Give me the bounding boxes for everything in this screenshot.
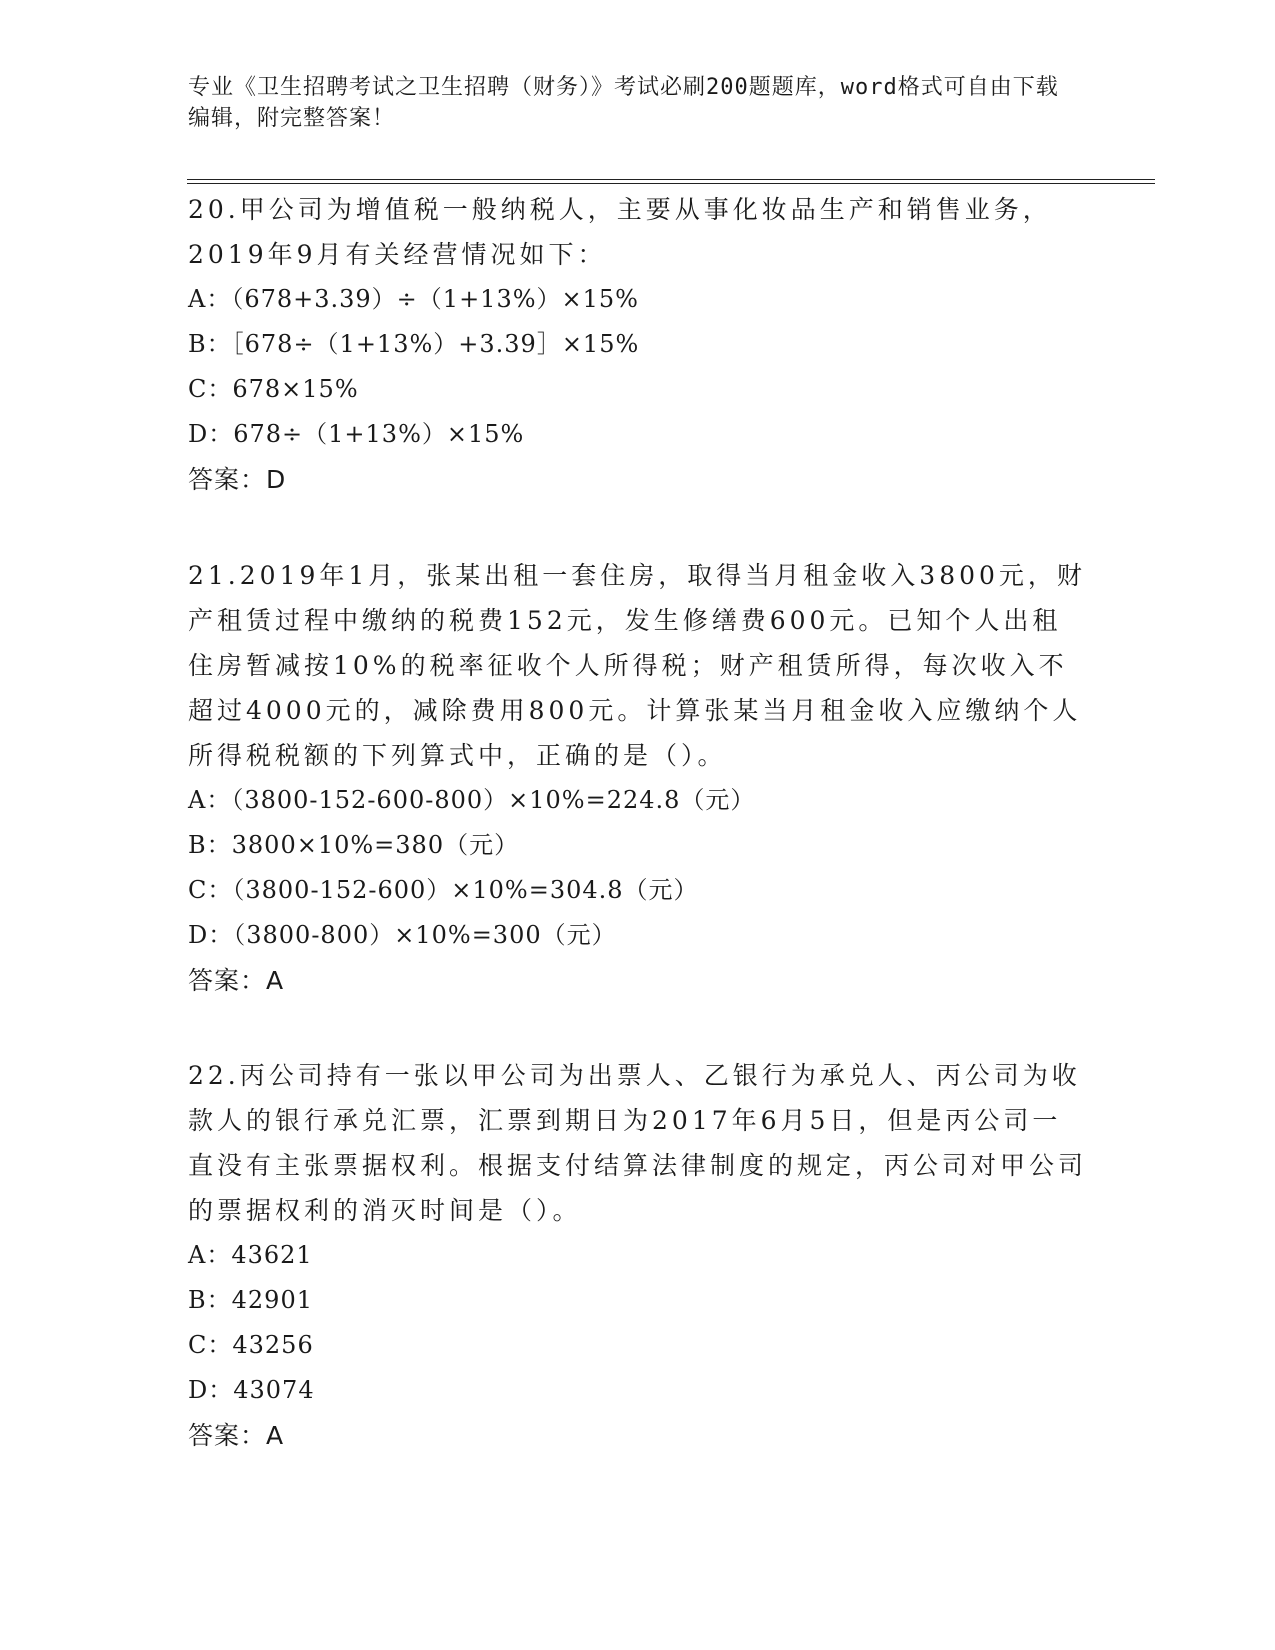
option-b: B：42901	[188, 1286, 313, 1314]
question-20	[188, 187, 1088, 502]
option-a: A：（3800-152-600-800）×10%=224.8（元）	[188, 786, 756, 814]
header-divider-bottom	[187, 183, 1155, 184]
option-b: B：［678÷（1+13%）+3.39］×15%	[188, 330, 640, 358]
answer: 答案：A	[188, 966, 285, 995]
option-b: B：3800×10%=380（元）	[188, 831, 520, 859]
question-stem: 20.甲公司为增值税一般纳税人，主要从事化妆品生产和销售业务，2019年9月有关经营情况如下：	[188, 195, 1052, 269]
question-stem: 21.2019年1月，张某出租一套住房，取得当月租金收入3800元，财产租赁过程中缴纳的税费152元，发生修缮费600元。已知个人出租住房暂减按10%的税率征收个人所得税；财产租赁所得，每次收入不超过4000元的，减除费用800元。计算张某当月租金收入应缴纳个人所得税税额的下列算式中，正确的是（）。	[188, 561, 1086, 770]
question-21	[188, 553, 1088, 1003]
option-c: C：678×15%	[188, 375, 359, 403]
option-a: A：（678+3.39）÷（1+13%）×15%	[188, 285, 639, 313]
question-22	[188, 1053, 1088, 1458]
option-d: D：（3800-800）×10%=300（元）	[188, 921, 617, 949]
answer: 答案：D	[188, 465, 287, 494]
option-d: D：43074	[188, 1376, 315, 1404]
document-header: 专业《卫生招聘考试之卫生招聘（财务）》考试必刷200题题库，word格式可自由下载编辑，附完整答案！	[188, 75, 1059, 131]
option-a: A：43621	[188, 1241, 313, 1269]
header-divider-top	[187, 179, 1155, 180]
answer: 答案：A	[188, 1421, 285, 1450]
question-stem: 22.丙公司持有一张以甲公司为出票人、乙银行为承兑人、丙公司为收款人的银行承兑汇票，汇票到期日为2017年6月5日，但是丙公司一直没有主张票据权利。根据支付结算法律制度的规定，丙公司对甲公司的票据权利的消灭时间是（）。	[188, 1061, 1088, 1225]
option-d: D：678÷（1+13%）×15%	[188, 420, 525, 448]
option-c: C：（3800-152-600）×10%=304.8（元）	[188, 876, 699, 904]
option-c: C：43256	[188, 1331, 314, 1359]
